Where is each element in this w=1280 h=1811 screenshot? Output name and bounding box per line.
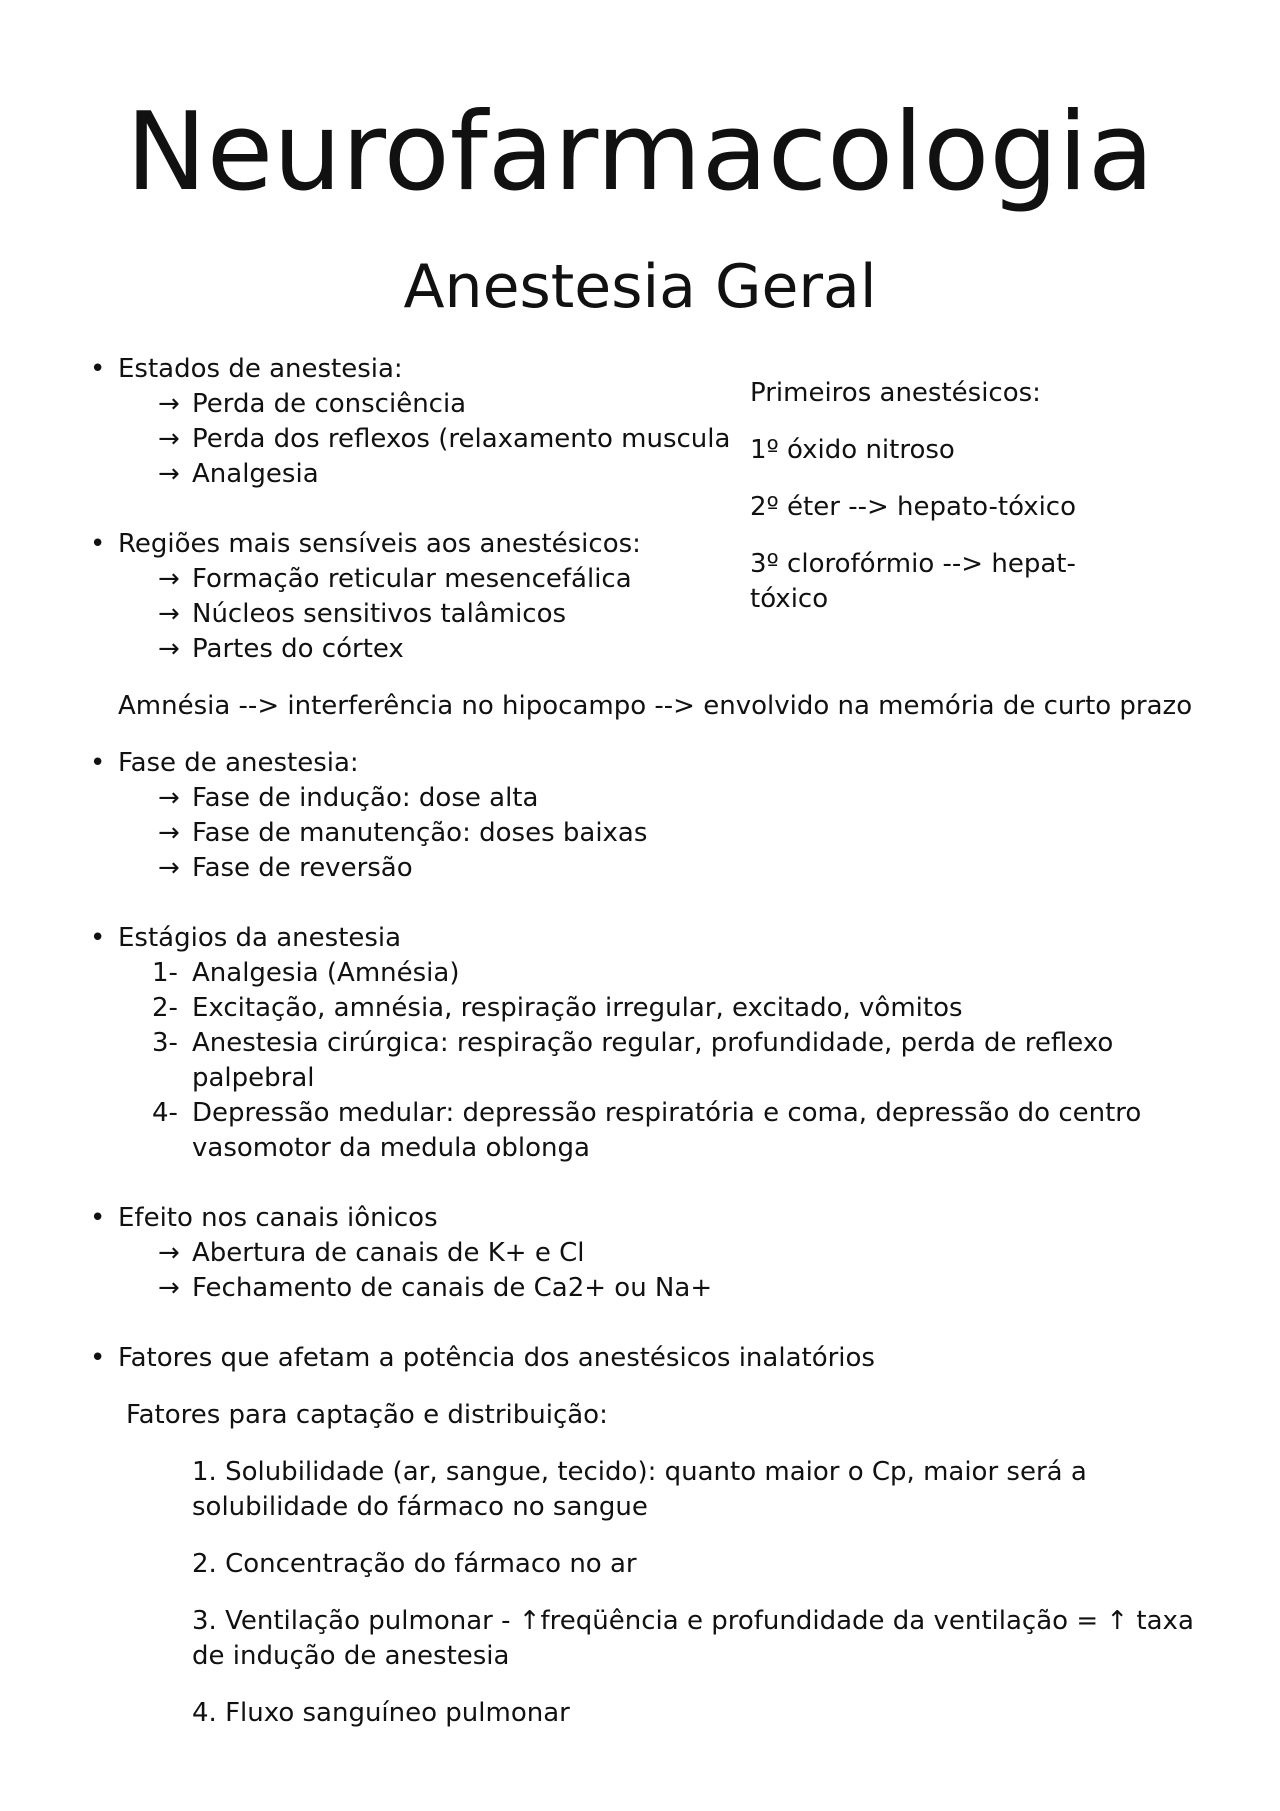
estagios-heading: • Estágios da anestesia xyxy=(88,921,1218,956)
arrow-icon: → xyxy=(158,1238,180,1268)
arrow-icon: → xyxy=(158,783,180,813)
list-item: → Abertura de canais de K+ e Cl xyxy=(88,1236,1218,1271)
list-item: → Formação reticular mesencefálica xyxy=(88,562,1218,597)
arrow-icon: → xyxy=(158,459,180,489)
list-item: 1- Analgesia (Amnésia) xyxy=(152,958,460,988)
list-item: → Analgesia xyxy=(88,457,1218,492)
arrow-icon: → xyxy=(158,564,180,594)
fatores-heading: • Fatores que afetam a potência dos anestésicos inalatórios xyxy=(88,1341,1218,1376)
list-item: 3- Anestesia cirúrgica: respiração regular, profundidade, perda de reflexo palpebral xyxy=(152,1028,1114,1093)
list-item: → Perda dos reflexos (relaxamento muscula xyxy=(88,422,1218,457)
amnesia-note: Amnésia --> interferência no hipocampo --> envolvido na memória de curto prazo xyxy=(118,691,1193,721)
list-item: 4- Depressão medular: depressão respiratória e coma, depressão do centro vasomotor da medula oblonga xyxy=(152,1098,1142,1163)
page-subtitle: Anestesia Geral xyxy=(403,252,877,322)
list-item: 2- Excitação, amnésia, respiração irregular, excitado, vômitos xyxy=(152,993,963,1023)
fatores-list xyxy=(88,1455,1218,1731)
fase-heading: • Fase de anestesia: xyxy=(88,746,1218,781)
primeiros-item: 3º clorofórmio --> hepat-tóxico xyxy=(750,549,1076,614)
list-item: → Núcleos sensitivos talâmicos xyxy=(88,597,1218,632)
primeiros-item: 1º óxido nitroso xyxy=(750,435,955,465)
primeiros-item: 2º éter --> hepato-tóxico xyxy=(750,492,1077,522)
regioes-heading: • Regiões mais sensíveis aos anestésicos: xyxy=(88,527,1218,562)
primeiros-heading: Primeiros anestésicos: xyxy=(750,378,1041,408)
list-item: 4. Fluxo sanguíneo pulmonar xyxy=(192,1698,570,1728)
arrow-icon: → xyxy=(158,634,180,664)
list-item: → Partes do córtex xyxy=(88,632,1218,667)
list-item: → Fase de manutenção: doses baixas xyxy=(88,816,1218,851)
arrow-icon: → xyxy=(158,853,180,883)
canais-heading: • Efeito nos canais iônicos xyxy=(88,1201,1218,1236)
list-item: → Fase de indução: dose alta xyxy=(88,781,1218,816)
list-item: 2. Concentração do fármaco no ar xyxy=(192,1549,637,1579)
list-item: 3. Ventilação pulmonar - ↑freqüência e profundidade da ventilação = ↑ taxa de indução de anestesia xyxy=(192,1606,1194,1671)
arrow-icon: → xyxy=(158,424,180,454)
page-title: Neurofarmacologia xyxy=(125,90,1155,215)
arrow-icon: → xyxy=(158,599,180,629)
arrow-icon: → xyxy=(158,1273,180,1303)
list-item: 1. Solubilidade (ar, sangue, tecido): quanto maior o Cp, maior será a solubilidade do fármaco no sangue xyxy=(192,1457,1087,1522)
estados-heading: • Estados de anestesia: xyxy=(88,352,1218,387)
list-item: → Perda de consciência xyxy=(88,387,1218,422)
fatores-subheading: Fatores para captação e distribuição: xyxy=(126,1400,608,1430)
arrow-icon: → xyxy=(158,818,180,848)
notes-body xyxy=(88,352,1218,1753)
list-item: → Fechamento de canais de Ca2+ ou Na+ xyxy=(88,1271,1218,1306)
arrow-icon: → xyxy=(158,389,180,419)
list-item: → Fase de reversão xyxy=(88,851,1218,886)
